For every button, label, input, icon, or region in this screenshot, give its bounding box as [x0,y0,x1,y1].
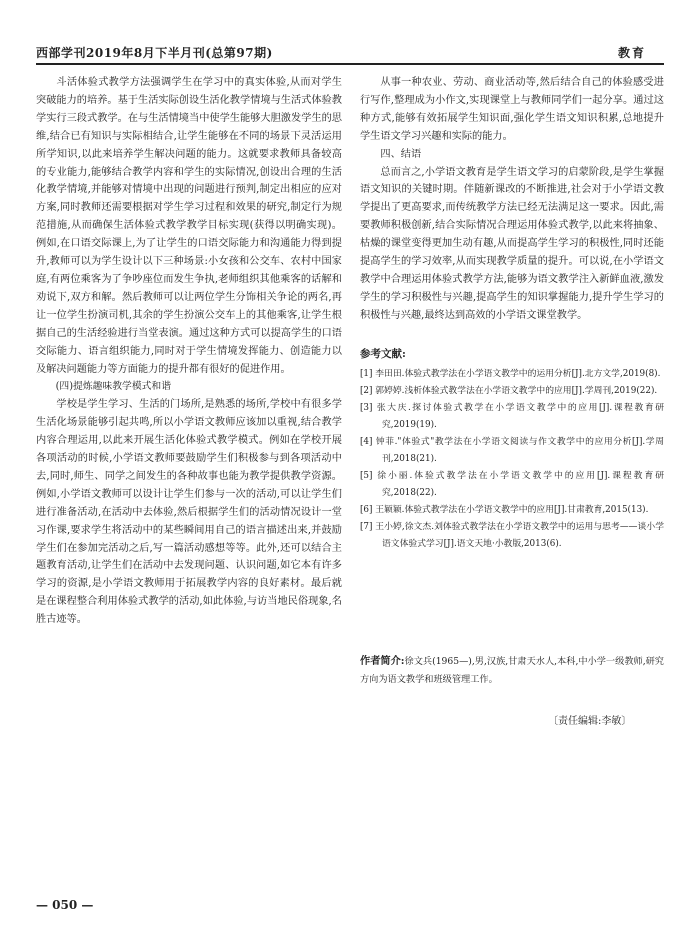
references-list [360,366,664,553]
body-paragraph: 斗活体验式教学方法强调学生在学习中的真实体验,从而对学生突破能力的培养。基于生活实际创设生活化教学情境与生活式体验教学实行三段式教学。在与生活情境当中使学生能够大胆激发学生的思维,结合已有知识与实际相结合,让学生能够在不同的场景下灵活运用所学知识,以此来培养学生解决问题的能力。这就要求教师具备较高的专业能力,能够结合教学内容和学生的实际情况,创设出合理的生活化教学情境,并能够对情境中出现的问题进行预判,制定出相应的应对方案,同时教师还需要根据对学生学习过程和效果的研究,制定行为规范措施,从而确保生活体验式教学教学目标实现(获得以明确实现)。例如,在口语交际课上,为了让学生的口语交际能力和沟通能力得到提升,教师可以为学生设计以下三种场景:小女孩和公交车、农村中国家庭,有两位乘客为了争吵座位而发生争执,老师组织其他乘客的话解和劝说下,双方和解。然后教师可以让两位学生分饰相关争论的两名,再让一位学生扮演司机,其余的学生扮演公交车上的其他乘客,让学生根据自己的生活经验进行当堂表演。通过这种方式可以提高学生的口语交际能力、语言组织能力,同时对于学生情境发挥能力、创造能力以及解决问题能力等方面能力的提升都有很好的促进作用。 [36,77,342,375]
reference-item: [7] 王小婷,徐文杰.刘体验式教学法在小学语文教学中的运用与思考——谈小学语文体验式学习[J].语文天地·小教版,2013(6). [360,522,664,549]
body-paragraph: 从事一种农业、劳动、商业活动等,然后结合自己的体验感受进行写作,整理成为小作文,实现课堂上与教师同学们一起分享。通过这种方式,能够有效拓展学生知识面,强化学生语文知识积累,总地提升学生语文学习兴趣和实际的能力。 [360,77,664,142]
header-rule [36,63,664,65]
left-column [36,74,342,629]
section-tag: 教育 [618,46,647,60]
section-heading: 四、结语 [380,148,422,160]
right-column [360,74,664,325]
reference-item: [5] 徐小丽.体验式教学法在小学语文教学中的应用[J].课程教育研究,2018(22). [360,471,664,498]
reference-item: [4] 钟菲."体验式"教学法在小学语文阅读与作文教学中的应用分析[J].学周刊,2018(21). [360,437,664,464]
author-bio-text: 徐文兵(1965—),男,汉族,甘肃天水人,本科,中小学一级教师,研究方向为语文教学和班级管理工作。 [360,656,664,685]
journal-header: 西部学刊2019年8月下半月刊(总第97期) [36,46,273,60]
subheading: (四)提炼趣味教学模式和谐 [55,381,172,393]
conclusion-paragraph: 总而言之,小学语文教育是学生语文学习的启蒙阶段,是学生掌握语文知识的关键时期。伴随新课改的不断推进,社会对于小学语文教学提出了更高要求,而传统教学方法已经无法满足这一要求。因此,需要教师积极创新,结合实际情况合理运用体验式教学,以此来将抽象、枯燥的课堂变得更加生动有趣,从而提高学生学习的积极性,同时还能提高学生的学习效率,从而实现教学质量的提升。可以说,在小学语文教学中合理运用体验式教学方法,能够为语文教学注入新鲜血液,激发学生的学习积极性与兴趣,提高学生的知识掌握能力,提升学生学习的积极性与兴趣,最终达到高效的小学语文课堂教学。 [360,166,664,321]
reference-item: [6] 王颖颖.体验式教学法在小学语文教学中的应用[J].甘肃教育,2015(13). [360,505,649,515]
references-title: 参考文献: [360,348,406,360]
body-paragraph: 学校是学生学习、生活的门场所,是熟悉的场所,学校中有很多学生活化场景能够引起共鸣,所以小学语文教师应该加以重视,结合教学内容合理运用,以此来开展生活化体验式教学模式。例如在学校开展各项活动的时候,小学语文教师要鼓励学生们积极参与到各项活动中去,同时,师生、同学之间发生的各种故事也能为教学提供教学资源。例如,小学语文教师可以设计让学生们参与一次的活动,可以让学生们进行准备活动,在活动中去体验,然后根据学生们的活动情况设计一堂习作课,要求学生将活动中的某些瞬间用自己的语言描述出来,并鼓励学生们在参加完活动之后,写一篇活动感想等等。此外,还可以结合主题教育活动,让学生们在活动中去发现问题、认识问题,如它本有许多学习的资源,是小学语文教师用于拓展教学内容的良好素材。最后就是在课程整合利用体验式教学的活动,如此体验,与访当地民俗现象,名胜古迹等。 [36,399,342,626]
reference-item: [1] 李田田.体验式教学法在小学语文教学中的运用分析[J].北方文学,2019(8). [360,369,661,379]
author-label: 作者简介: [360,655,405,667]
page-number: — 050 — [36,898,94,912]
responsible-editor: 〔责任编辑:李敏〕 [548,716,632,727]
reference-item: [3] 张大庆.探讨体验式教学在小学语文教学中的应用[J].课程教育研究,2019(19). [360,403,664,430]
reference-item: [2] 郭婷婷.浅析体验式教学法在小学语文教学中的应用[J].学周刊,2019(22). [360,386,658,396]
author-bio [360,652,664,689]
